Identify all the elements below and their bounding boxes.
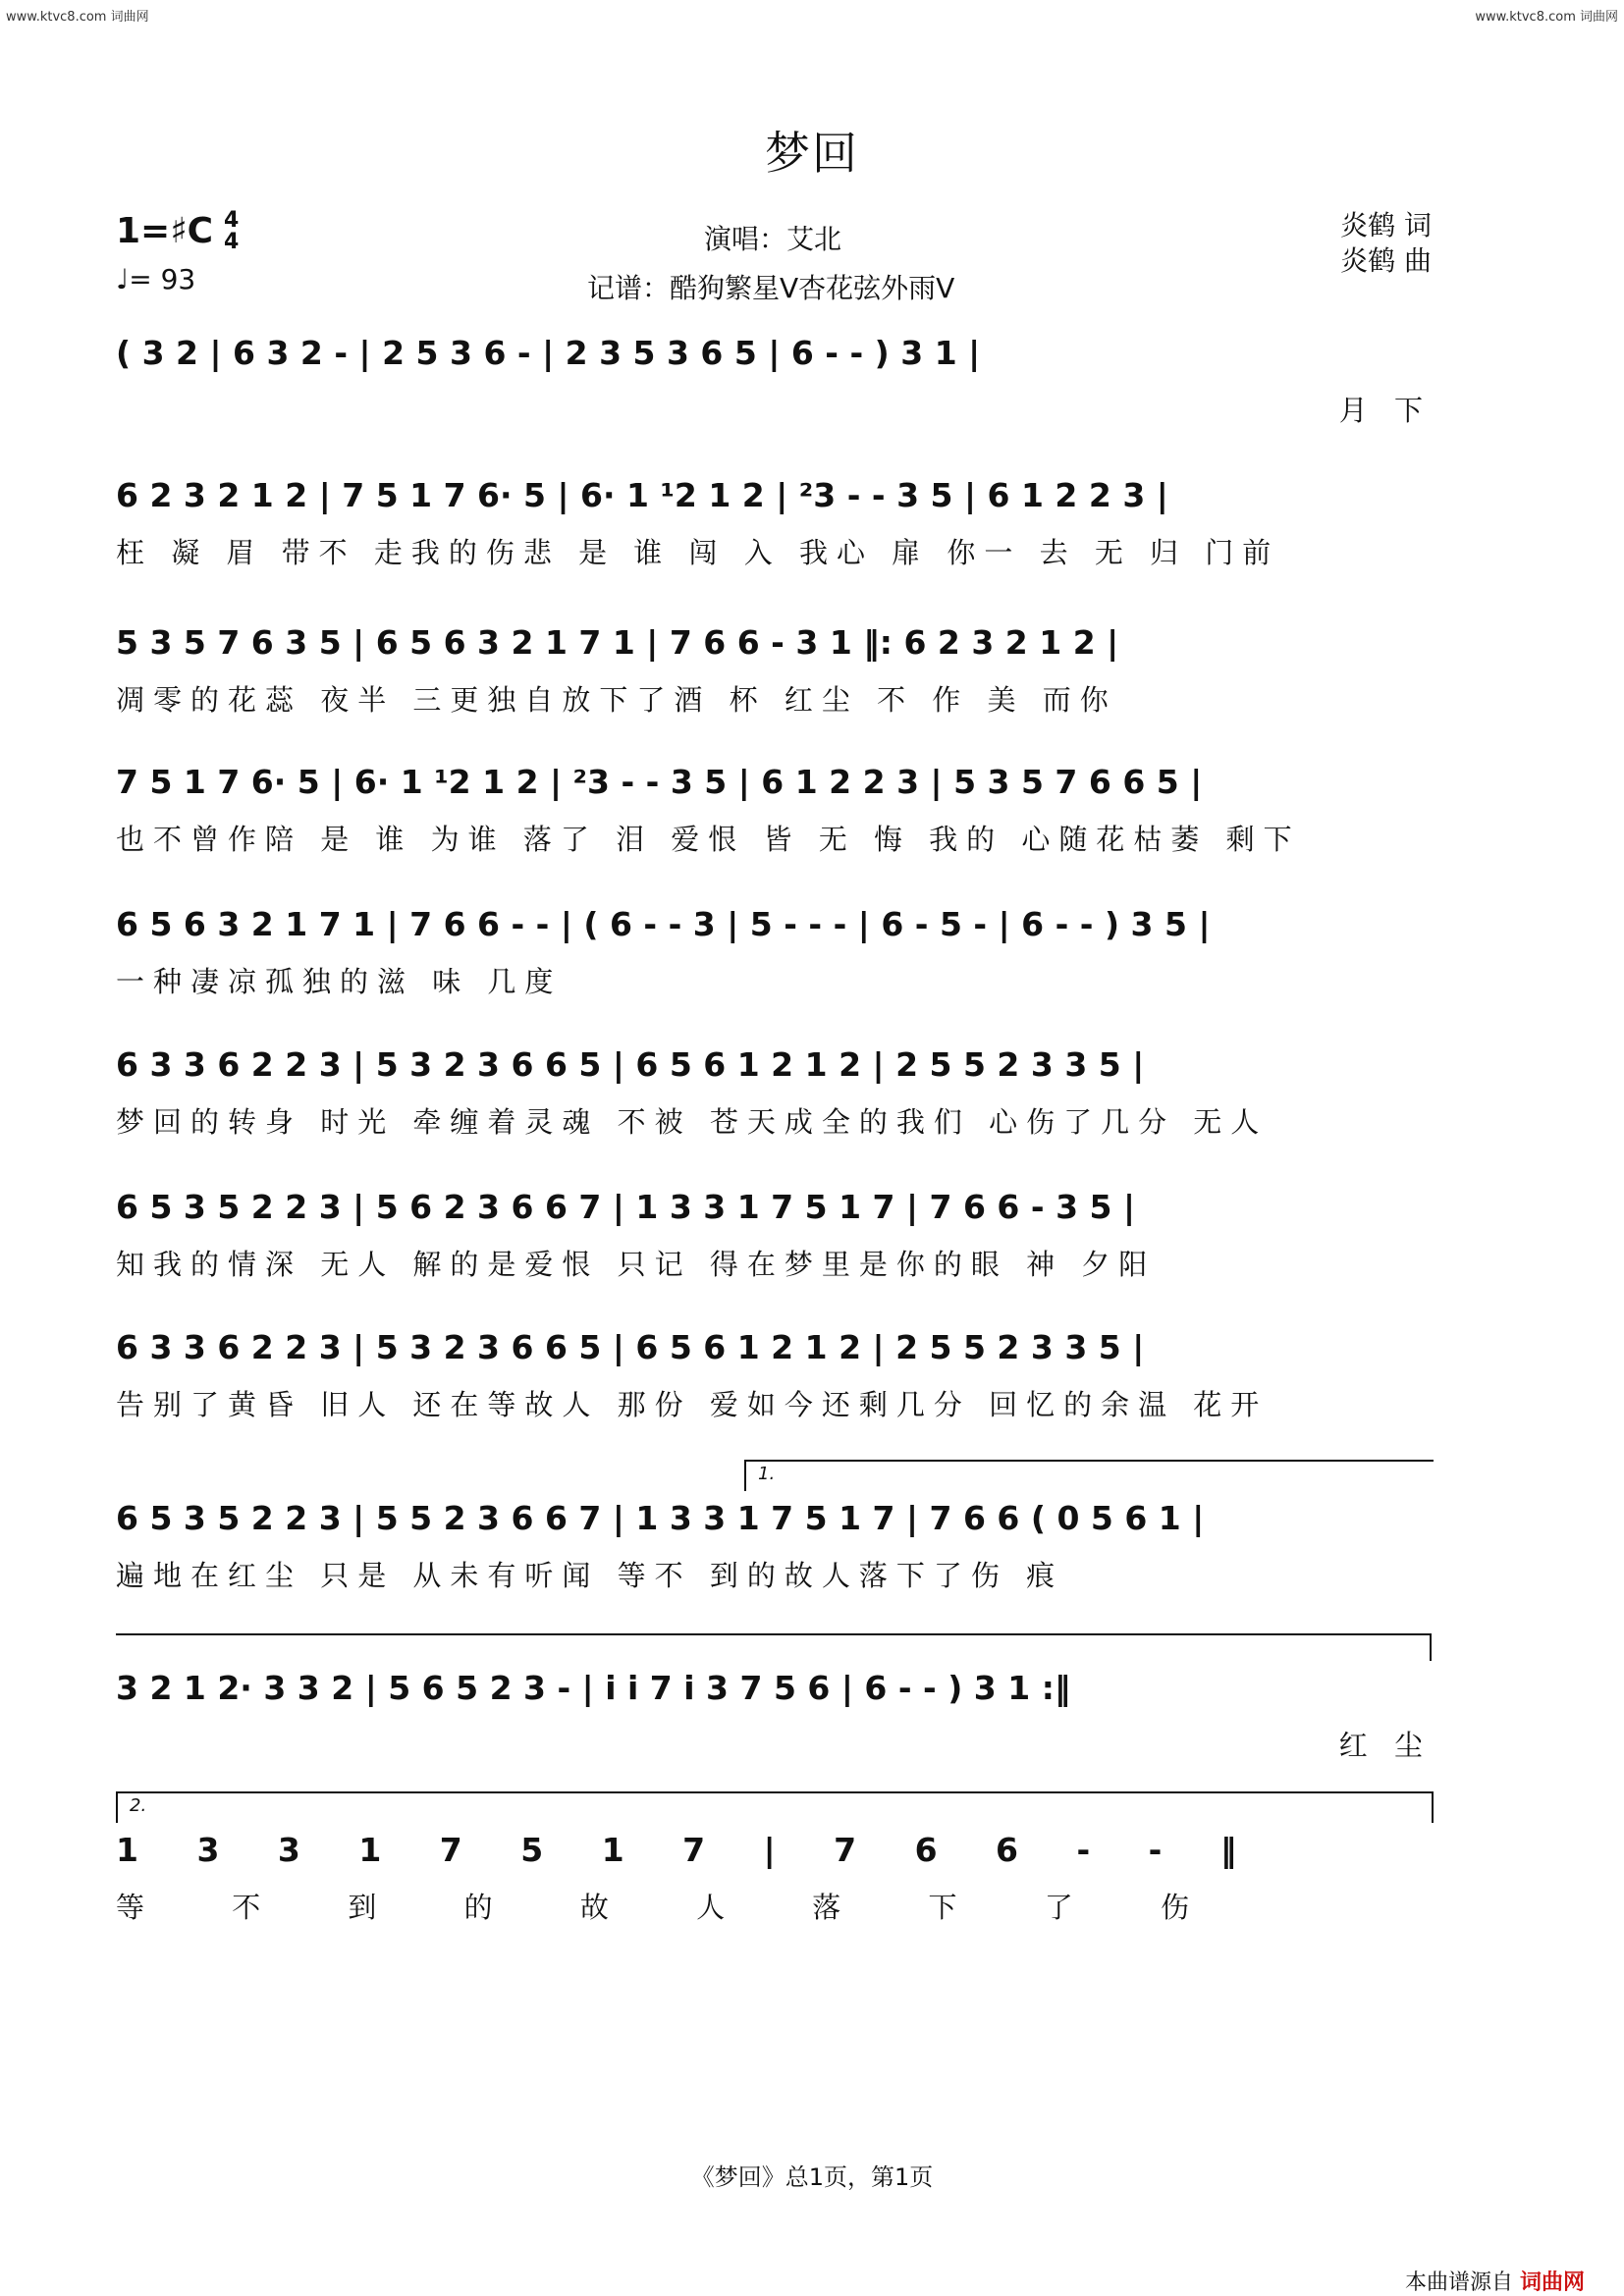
lyric-line: 枉 凝 眉 带不 走我的伤悲 是 谁 闯 入 我心 扉 你一 去 无 归 门前 <box>116 536 1280 569</box>
notation-line: 6 3 3 6 2 2 3 | 5 3 2 3 6 6 5 | 6 5 6 1 2 1 2 | 2 5 5 2 3 3 5 | <box>116 1328 1145 1366</box>
notation-line: 6 5 3 5 2 2 3 | 5 5 2 3 6 6 7 | 1 3 3 1 7 5 1 7 | 7 6 6 ( 0 5 6 1 | <box>116 1499 1205 1537</box>
notation-line: 6 5 3 5 2 2 3 | 5 6 2 3 6 6 7 | 1 3 3 1 7 5 1 7 | 7 6 6 - 3 5 | <box>116 1188 1136 1226</box>
lyricist-credit: 炎鹤 词 <box>1340 209 1432 241</box>
source-label: 本曲谱源自 <box>1404 2270 1513 2295</box>
second-ending-bracket <box>116 1791 1434 1823</box>
time-signature-bottom: 4 <box>224 230 240 254</box>
transcriber-credit: 记谱：酷狗繁星V杏花弦外雨V <box>587 272 955 304</box>
first-ending-bracket <box>744 1460 1434 1491</box>
notation-line: 6 3 3 6 2 2 3 | 5 3 2 3 6 6 5 | 6 5 6 1 2 1 2 | 2 5 5 2 3 3 5 | <box>116 1045 1145 1084</box>
score-row-8 <box>116 1328 1432 1456</box>
first-ending-label: 1. <box>758 1464 776 1484</box>
score-row-7 <box>116 1188 1432 1315</box>
score-row-6 <box>116 1045 1432 1173</box>
notation-line: 3 2 1 2· 3 3 2 | 5 6 5 2 3 - | i i 7 i 3 7 5 6 | 6 - - ) 3 1 :‖ <box>116 1669 1071 1707</box>
score-row-2 <box>116 476 1432 604</box>
lyric-line: 凋零的花蕊 夜半 三更独自放下了酒 杯 红尘 不 作 美 而你 <box>116 683 1117 717</box>
notation-line: 5 3 5 7 6 3 5 | 6 5 6 3 2 1 7 1 | 7 6 6 - 3 1 ‖: 6 2 3 2 1 2 | <box>116 623 1119 662</box>
lyric-line: 等 不 到 的 故 人 落 下 了 伤 <box>116 1891 1228 1924</box>
score-row-1 <box>116 334 1432 461</box>
score-row-10 <box>116 1669 1432 1796</box>
score-row-9 <box>116 1464 1432 1627</box>
score-row-5 <box>116 905 1432 1033</box>
lyric-line: 一种凄凉孤独的滋 味 几度 <box>116 965 563 998</box>
lyric-line: 遍地在红尘 只是 从未有听闻 等不 到的故人落下了伤 痕 <box>116 1559 1064 1592</box>
key-signature: 1=♯C <box>116 211 214 251</box>
score-row-4 <box>116 763 1432 890</box>
song-title: 梦回 <box>765 127 859 180</box>
notation-line: ( 3 2 | 6 3 2 - | 2 5 3 6 - | 2 3 5 3 6 5 | 6 - - ) 3 1 | <box>116 334 981 372</box>
lyric-line: 月 下 <box>1338 394 1432 427</box>
first-ending-continuation <box>116 1633 1432 1661</box>
source-credit <box>1405 2266 1585 2296</box>
notation-line: 6 2 3 2 1 2 | 7 5 1 7 6· 5 | 6· 1 ¹2 1 2 | ²3 - - 3 5 | 6 1 2 2 3 | <box>116 476 1168 514</box>
second-ending-label: 2. <box>130 1795 147 1816</box>
tempo-marking: ♩= 93 <box>116 263 196 295</box>
source-brand: 词曲网 <box>1519 2270 1585 2295</box>
composer-credit: 炎鹤 曲 <box>1340 244 1432 277</box>
lyric-line: 告别了黄昏 旧人 还在等故人 那份 爱如今还剩几分 回忆的余温 花开 <box>116 1388 1269 1421</box>
lyric-line: 红 尘 <box>1338 1729 1432 1762</box>
site-watermark-left: www.ktvc8.com 词曲网 <box>6 10 149 25</box>
time-signature-top: 4 <box>224 208 240 233</box>
singer-credit: 演唱：艾北 <box>704 223 842 255</box>
page-footer: 《梦回》总1页，第1页 <box>690 2163 934 2191</box>
notation-line: 6 5 6 3 2 1 7 1 | 7 6 6 - - | ( 6 - - 3 | 5 - - - | 6 - 5 - | 6 - - ) 3 5 | <box>116 905 1211 943</box>
lyric-line: 也不曾作陪 是 谁 为谁 落了 泪 爱恨 皆 无 悔 我的 心随花枯萎 剩下 <box>116 823 1301 856</box>
time-signature <box>224 210 239 253</box>
site-watermark-right: www.ktvc8.com 词曲网 <box>1475 10 1618 25</box>
score-row-11 <box>116 1795 1432 1958</box>
score-row-3 <box>116 623 1432 751</box>
notation-line: 1 3 3 1 7 5 1 7 | 7 6 6 - - ‖ <box>116 1831 1261 1869</box>
lyric-line: 知我的情深 无人 解的是爱恨 只记 得在梦里是你的眼 神 夕阳 <box>116 1248 1157 1281</box>
lyric-line: 梦回的转身 时光 牵缠着灵魂 不被 苍天成全的我们 心伤了几分 无人 <box>116 1105 1269 1139</box>
notation-line: 7 5 1 7 6· 5 | 6· 1 ¹2 1 2 | ²3 - - 3 5 | 6 1 2 2 3 | 5 3 5 7 6 6 5 | <box>116 763 1203 801</box>
